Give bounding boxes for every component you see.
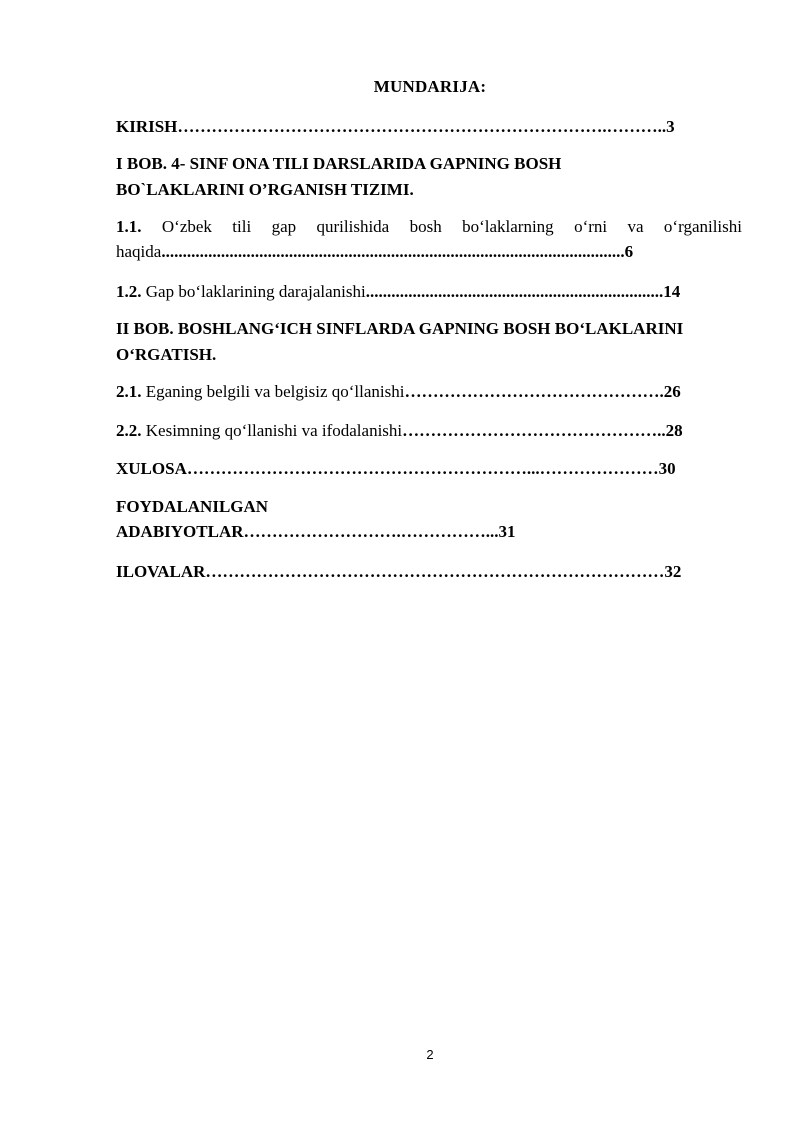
section-title: Eganing belgili va belgisiz qo‘llanishi: [141, 382, 405, 401]
leader-dots-page: ……………………………………….26: [404, 382, 681, 401]
section-number: 2.1.: [116, 382, 142, 401]
toc-entry-foydalanilgan-line1: FOYDALANILGAN: [116, 497, 269, 516]
toc-chapter2-line2: O‘RGATISH.: [116, 345, 217, 364]
toc-chapter1-line2: BO`LAKLARINI O’RGANISH TIZIMI.: [116, 180, 414, 199]
toc-section-1-1-line1: [116, 216, 742, 238]
toc-chapter2-line1: II BOB. BOSHLANG‘ICH SINFLARDA GAPNING BOSH BO‘LAKLARINI: [116, 319, 684, 338]
section-title: Kesimning qo‘llanishi va ifodalanishi: [141, 421, 403, 440]
toc-chapter1-line1: I BOB. 4- SINF ONA TILI DARSLARIDA GAPNING BOSH: [116, 154, 562, 173]
leader-dots-page: ………………………………………..28: [402, 421, 683, 440]
leader-dots: ......................................................................: [365, 282, 664, 301]
page-number: 2: [426, 1047, 434, 1062]
toc-entry-xulosa: XULOSA……………………………………………………...…………………30: [116, 459, 676, 478]
toc-entry-foydalanilgan-line2: ADABIYOTLAR……………………….……………...31: [116, 522, 516, 541]
page-ref: 14: [663, 282, 681, 301]
section-number: 1.2.: [116, 282, 142, 301]
toc-title: MUNDARIJA:: [373, 77, 487, 96]
toc-section-2-2: [116, 420, 683, 442]
page-ref: 6: [624, 242, 634, 261]
section-title-continued: haqida: [116, 242, 162, 261]
toc-entry-kirish: KIRISH………………………………………………………………….………..3: [116, 117, 675, 136]
section-number: 2.2.: [116, 421, 142, 440]
toc-section-2-1: [116, 381, 681, 403]
section-title: Gap bo‘laklarining darajalanishi: [141, 282, 366, 301]
toc-section-1-1-line2: [116, 241, 633, 263]
toc-section-1-2: [116, 281, 680, 303]
toc-entry-ilovalar: ILOVALAR………………………………………………………………………32: [116, 562, 682, 581]
leader-dots: .............................................................................................................: [161, 242, 625, 261]
section-number: 1.1.: [116, 217, 142, 236]
section-title: O‘zbek tili gap qurilishida bosh bo‘laklarning o‘rni va o‘rganilishi: [141, 217, 742, 236]
